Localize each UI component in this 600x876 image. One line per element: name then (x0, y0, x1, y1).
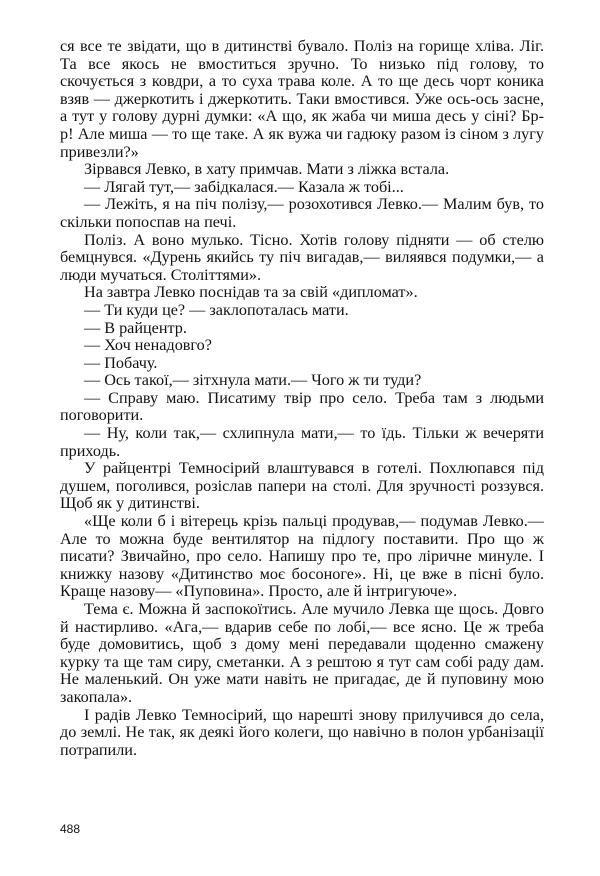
page-number: 488 (60, 822, 81, 836)
paragraph: У райцентрі Темносірий влаштувався в готелі. Похлюпався під душем, поголився, розіслав папери на столі. Для зручності роззувся. Щоб як у дитинстві. (60, 459, 544, 513)
dialogue-line: — Хоч ненадовго? (84, 336, 212, 355)
dialogue-line: — В райцентр. (84, 318, 187, 337)
dialogue-line: — Побачу. (84, 353, 158, 372)
dialogue-line: — Ти куди це? — заклопоталась мати. (84, 300, 349, 319)
dialogue-line: — Ну, коли так,— схлипнула мати,— то їдь. Тільки ж вечеряти приходь. (60, 424, 544, 460)
dialogue-line: — Лежіть, я на піч полізу,— розохотився Левко.— Малим був, то скільки попоспав на печі. (60, 195, 544, 231)
dialogue-line: — Лягай тут,— забідкалася.— Казала ж тобі... (84, 177, 404, 196)
paragraph: Поліз. А воно мулько. Тісно. Хотів голову підняти — об стелю бемцнувся. «Дурень якийсь ту піч вигадав,— виляявся подумки,— а люди мучаться. Століттями». (60, 230, 544, 284)
paragraph: І радів Левко Темносірий, що нарешті знову прилучився до села, до землі. Не так, як деякі його колеги, що навічно в полон урбанізації потрапили. (60, 705, 544, 759)
paragraph: ся все те звідати, що в дитинстві бувало. Поліз на горище хліва. Ліг. Та все якось не вмоститься зручно. То низько під голову, то скочується з ковдри, а то суха трава коле. А то ще десь чорт коника взяв — джеркотить і джеркотить. Таки вмостився. Уже ось-ось засне, а тут у голову дурні думки: «А що, як жаба чи миша десь у сіні? Бр-р! Але миша — то ще таке. А як вужа чи гадюку разом із сіном з лугу привезли?» (60, 37, 544, 161)
paragraph: Зірвався Левко, в хату примчав. Мати з ліжка встала. (84, 160, 450, 179)
dialogue-line: — Справу маю. Писатиму твір про село. Треба там з людьми поговорити. (60, 388, 544, 425)
paragraph: Тема є. Можна й заспокоїтись. Але мучило Левка ще щось. Довго й настирливо. «Ага,— вдарив себе по лобі,— все ясно. Це ж треба буде домовитись, щоб з дому мені передавали щоденно смажену курку та ще там сиру, сметанки. А з рештою я тут сам собі раду дам. Не маленький. Он уже мати навіть не пригадає, де й пуповину мою закопала». (60, 600, 544, 706)
paragraph: На завтра Левко поснідав та за свій «дипломат». (84, 283, 418, 302)
paragraph: «Ще коли б і вітерець крізь пальці продував,— подумав Левко.— Але то можна буде вентилятор на підлогу поставити. Про що ж писати? Звичайно, про село. Напишу про те, про ліричне минуле. І книжку назову «Дитинство моє босоноге». Ні, це вже в пісні було. Краще назову— «Пуповина». Просто, але й інтригуюче». (60, 512, 544, 601)
page-body (60, 38, 544, 759)
dialogue-line: — Ось такої,— зітхнула мати.— Чого ж ти туди? (84, 371, 422, 390)
